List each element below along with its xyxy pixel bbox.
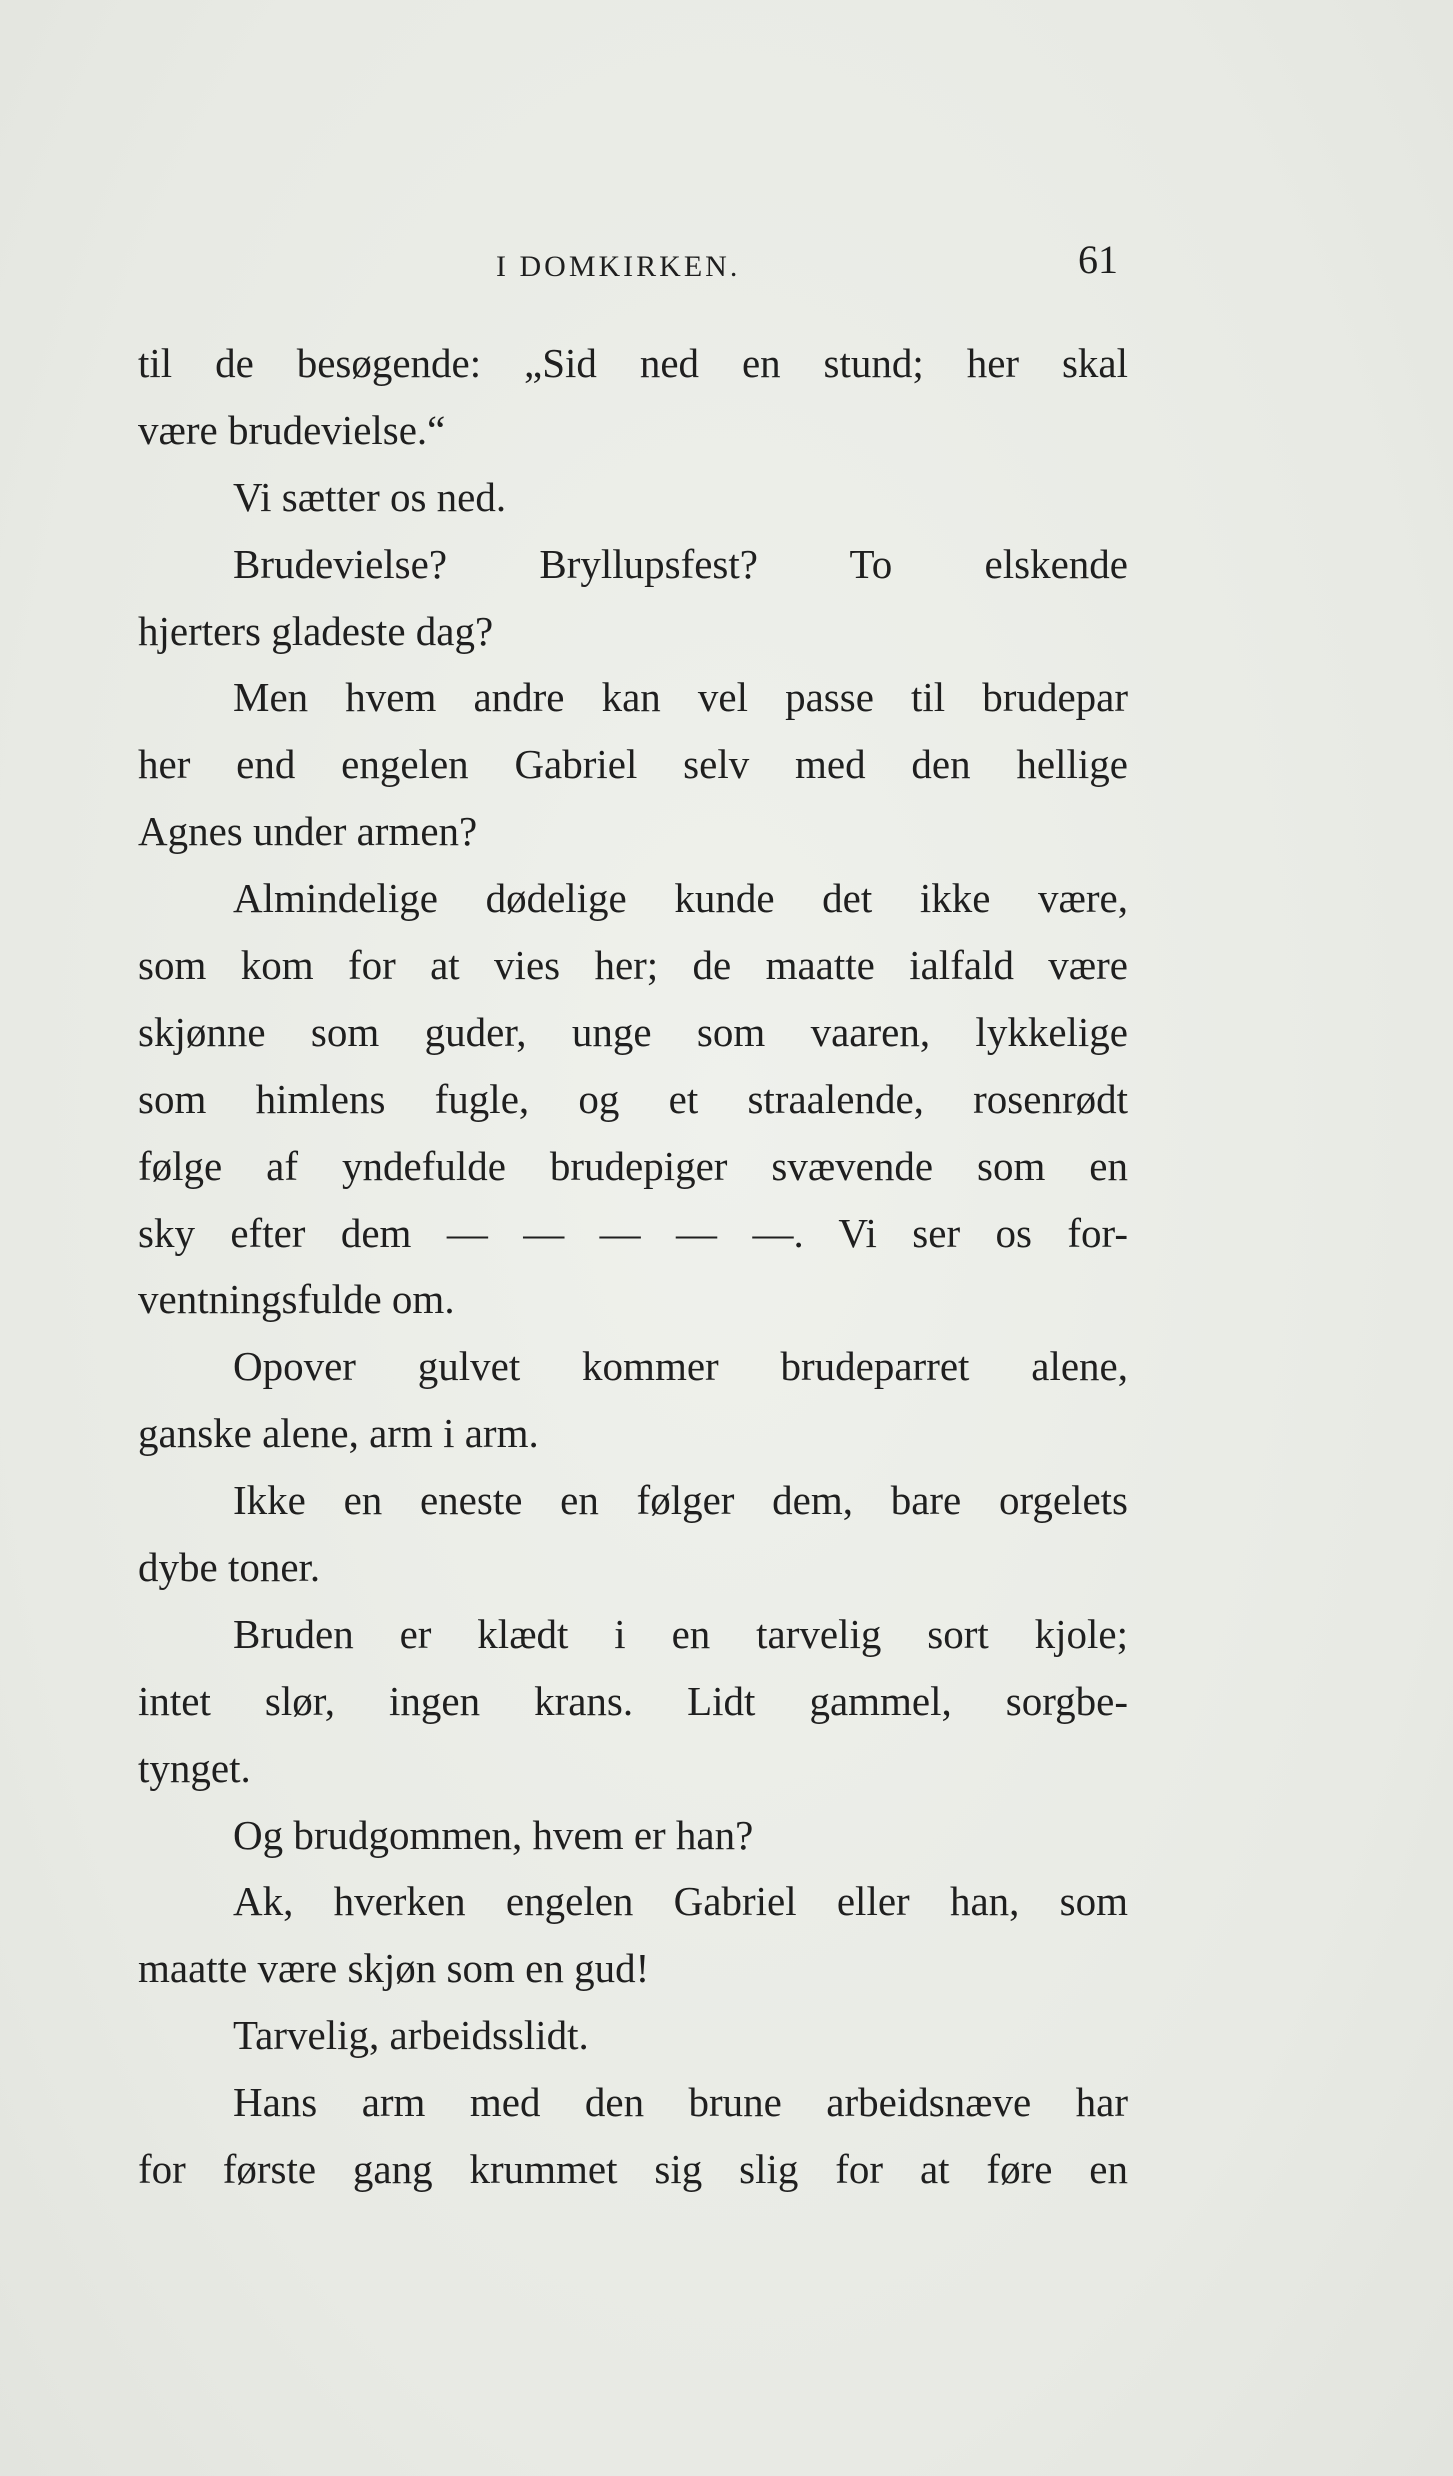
text-line: Opover gulvet kommer brudeparret alene, [233, 1343, 1128, 1390]
text-line: tynget. [138, 1744, 251, 1791]
text-line: dybe toner. [138, 1544, 321, 1591]
text-line: sky efter dem — — — — —. Vi ser os for- [138, 1209, 1128, 1256]
text-line: Hans arm med den brune arbeidsnæve har [233, 2079, 1128, 2126]
text-line: Almindelige dødelige kunde det ikke være, [233, 875, 1128, 922]
text-line: ventningsfulde om. [138, 1276, 455, 1323]
page-header [138, 236, 1128, 296]
text-line: til de besøgende: „Sid ned en stund; her skal [138, 340, 1128, 386]
text-line: skjønne som guder, unge som vaaren, lykkelige [138, 1008, 1128, 1055]
text-line: være brudevielse.“ [138, 406, 446, 453]
text-line: Og brudgommen, hvem er han? [233, 1811, 754, 1858]
text-line: her end engelen Gabriel selv med den hellige [138, 741, 1128, 788]
text-line: Ak, hverken engelen Gabriel eller han, som [233, 1878, 1128, 1925]
text-line: Men hvem andre kan vel passe til brudepar [233, 674, 1128, 721]
text-line: intet slør, ingen krans. Lidt gammel, sorgbe- [138, 1677, 1128, 1724]
text-line: maatte være skjøn som en gud! [138, 1945, 650, 1992]
text-line: Tarvelig, arbeidsslidt. [233, 2012, 589, 2059]
text-line: ganske alene, arm i arm. [138, 1410, 539, 1457]
text-line: som kom for at vies her; de maatte ialfald være [138, 942, 1128, 989]
text-line: Bruden er klædt i en tarvelig sort kjole; [233, 1610, 1128, 1657]
text-line: Agnes under armen? [138, 808, 478, 855]
text-line: Ikke en eneste en følger dem, bare orgelets [233, 1477, 1128, 1524]
text-line: Brudevielse? Bryllupsfest? To elskende [233, 540, 1128, 587]
body-text [138, 330, 1128, 2203]
text-line: for første gang krummet sig slig for at føre en [138, 2146, 1128, 2193]
text-line: følge af yndefulde brudepiger svævende som en [138, 1142, 1128, 1189]
page-number: 61 [1078, 237, 1118, 282]
running-title: I DOMKIRKEN. [496, 250, 741, 283]
text-line: hjerters gladeste dag? [138, 607, 494, 654]
text-line: som himlens fugle, og et straalende, rosenrødt [138, 1075, 1128, 1122]
text-line: Vi sætter os ned. [233, 473, 507, 520]
